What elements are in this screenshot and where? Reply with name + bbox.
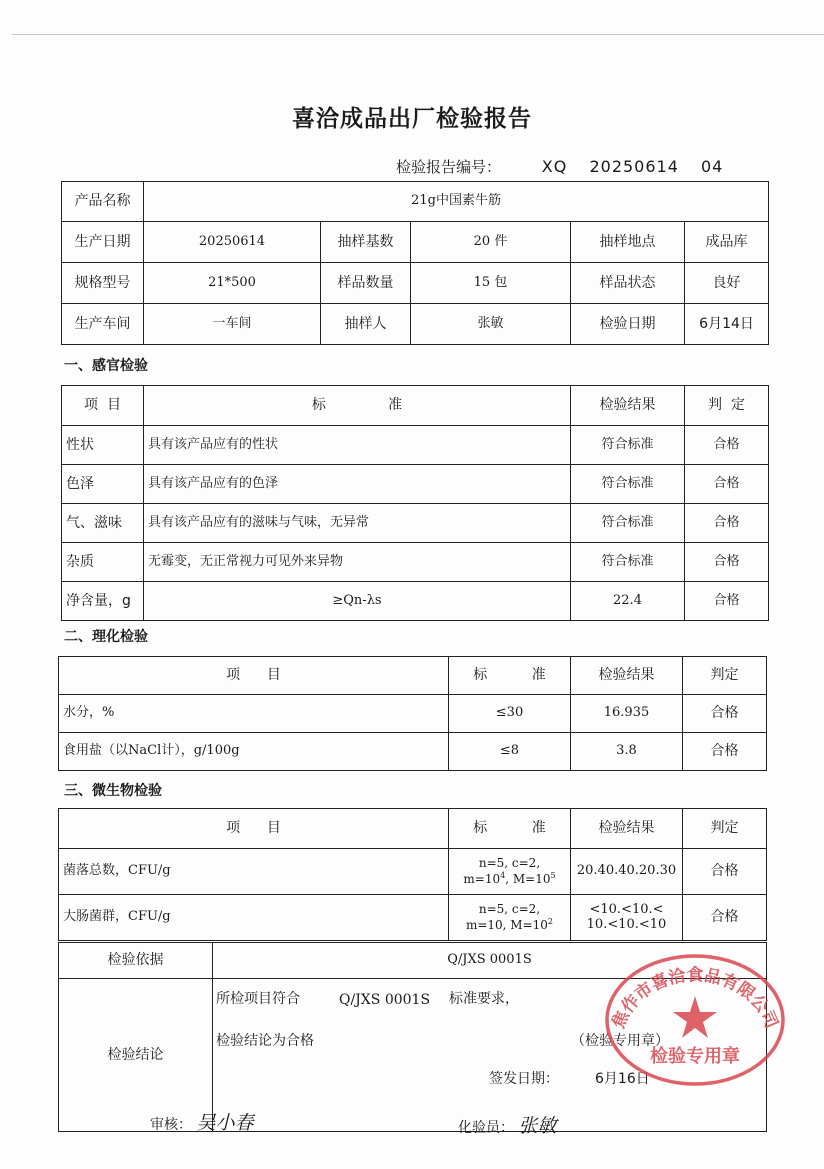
basis-value: Q/JXS 0001S bbox=[213, 943, 767, 979]
sensory-item: 净含量，g bbox=[62, 582, 144, 621]
micro-result-line1: 20.40.40.20.30 bbox=[576, 863, 677, 879]
conclusion-line1-a: 所检项目符合 bbox=[216, 991, 300, 1007]
sample-place-label: 抽样地点 bbox=[571, 222, 685, 263]
physchem-standard: ≤8 bbox=[449, 733, 571, 771]
sensory-item: 色泽 bbox=[62, 465, 144, 504]
sensory-standard: 具有该产品应有的性状 bbox=[144, 426, 571, 465]
micro-standard-line2 bbox=[453, 917, 566, 933]
product-name-value: 21g中国素牛筋 bbox=[144, 182, 769, 222]
micro-item: 大肠菌群，CFU/g bbox=[59, 895, 449, 941]
micro-standard-M: , M=10 bbox=[505, 872, 551, 886]
issue-date-value: 6月16日 bbox=[595, 1071, 650, 1087]
tester-label: 化验员： bbox=[458, 1120, 514, 1136]
sensory-result: 符合标准 bbox=[571, 465, 685, 504]
micro-result bbox=[571, 895, 683, 941]
sensory-result: 22.4 bbox=[571, 582, 685, 621]
tester bbox=[458, 1111, 556, 1138]
conclusion-line2: 检验结论为合格 bbox=[216, 1033, 314, 1049]
sensory-header-standard: 标 准 bbox=[144, 386, 571, 426]
tester-signature: 张敏 bbox=[518, 1115, 557, 1137]
physchem-result: 3.8 bbox=[571, 733, 683, 771]
spec-value: 21*500 bbox=[144, 263, 321, 304]
sensory-item: 气、滋味 bbox=[62, 504, 144, 543]
table-row bbox=[62, 504, 769, 543]
star-icon bbox=[673, 996, 717, 1038]
table-row bbox=[62, 465, 769, 504]
sensory-item: 性状 bbox=[62, 426, 144, 465]
physchem-standard: ≤30 bbox=[449, 695, 571, 733]
physchem-header-standard: 标 准 bbox=[449, 657, 571, 695]
micro-standard-M: , M=10 bbox=[502, 918, 548, 932]
physchem-header-item: 项 目 bbox=[59, 657, 449, 695]
physchem-item: 水分，% bbox=[59, 695, 449, 733]
micro-standard-line1: n=5, c=2, bbox=[478, 902, 541, 916]
sensory-header-result: 检验结果 bbox=[571, 386, 685, 426]
table-row bbox=[62, 426, 769, 465]
micro-header-standard: 标 准 bbox=[449, 809, 571, 849]
micro-standard-M-exponent: 5 bbox=[550, 871, 556, 880]
sensory-heading: 一、感官检验 bbox=[64, 358, 148, 374]
micro-result-line1: <10.<10.< bbox=[589, 901, 664, 917]
sensory-table bbox=[61, 385, 769, 621]
micro-standard-m: m=10 bbox=[463, 872, 501, 886]
reviewer bbox=[150, 1108, 253, 1135]
physchem-judgement: 合格 bbox=[683, 695, 767, 733]
sample-qty-value: 15 包 bbox=[411, 263, 571, 304]
product-name-label: 产品名称 bbox=[62, 182, 144, 222]
scan-edge-line bbox=[12, 34, 824, 35]
micro-standard-M-exponent: 2 bbox=[547, 917, 554, 926]
inspection-stamp bbox=[600, 938, 790, 1088]
stamp-org-textpath: 焦作市喜洽食品有限公司 bbox=[608, 965, 782, 1032]
micro-judgement: 合格 bbox=[683, 849, 767, 895]
reviewer-label: 审核： bbox=[150, 1117, 192, 1133]
sensory-standard: 无霉变，无正常视力可见外来异物 bbox=[144, 543, 571, 582]
sensory-result: 符合标准 bbox=[571, 426, 685, 465]
conclusion-line1-c: 标准要求， bbox=[449, 991, 519, 1007]
production-date-label: 生产日期 bbox=[62, 222, 144, 263]
sensory-standard: 具有该产品应有的滋味与气味，无异常 bbox=[144, 504, 571, 543]
micro-judgement: 合格 bbox=[683, 895, 767, 941]
sensory-standard: 具有该产品应有的色泽 bbox=[144, 465, 571, 504]
sensory-header-item: 项 目 bbox=[62, 386, 144, 426]
micro-standard-line1: n=5, c=2, bbox=[478, 856, 541, 870]
sensory-header-judgement: 判 定 bbox=[685, 386, 769, 426]
sensory-item: 杂质 bbox=[62, 543, 144, 582]
production-date-value: 20250614 bbox=[144, 222, 321, 263]
sample-state-label: 样品状态 bbox=[571, 263, 685, 304]
sensory-result: 符合标准 bbox=[571, 504, 685, 543]
report-number-date: 20250614 bbox=[589, 157, 679, 176]
micro-header-judgement: 判定 bbox=[683, 809, 767, 849]
report-number bbox=[396, 156, 723, 177]
sample-base-value: 20 件 bbox=[411, 222, 571, 263]
stamp-center-text: 检验专用章 bbox=[650, 1046, 740, 1067]
table-row bbox=[59, 895, 767, 941]
physchem-header-judgement: 判定 bbox=[683, 657, 767, 695]
sensory-judgement: 合格 bbox=[685, 582, 769, 621]
sample-qty-label: 样品数量 bbox=[321, 263, 411, 304]
micro-header-item: 项 目 bbox=[59, 809, 449, 849]
workshop-label: 生产车间 bbox=[62, 304, 144, 345]
sampler-value: 张敏 bbox=[411, 304, 571, 345]
inspection-date-value: 6月14日 bbox=[685, 304, 769, 345]
micro-item: 菌落总数，CFU/g bbox=[59, 849, 449, 895]
workshop-value: 一车间 bbox=[144, 304, 321, 345]
sample-place-value: 成品库 bbox=[685, 222, 769, 263]
micro-standard bbox=[449, 895, 571, 941]
micro-header-result: 检验结果 bbox=[571, 809, 683, 849]
physchem-judgement: 合格 bbox=[683, 733, 767, 771]
table-row bbox=[59, 849, 767, 895]
product-info-table bbox=[61, 181, 769, 345]
basis-label: 检验依据 bbox=[59, 943, 213, 979]
stamp-note: （检验专用章） bbox=[571, 1033, 669, 1049]
table-row bbox=[59, 733, 767, 771]
micro-standard-m-exponent: 4 bbox=[500, 871, 506, 880]
micro-standard-line2 bbox=[453, 871, 566, 887]
micro-standard-m: m=10 bbox=[465, 918, 503, 932]
inspection-date-label: 检验日期 bbox=[571, 304, 685, 345]
table-row bbox=[62, 582, 769, 621]
sensory-result: 符合标准 bbox=[571, 543, 685, 582]
conclusion-label: 检验结论 bbox=[59, 979, 213, 1132]
micro-table bbox=[58, 808, 767, 941]
physchem-table bbox=[58, 656, 767, 771]
sensory-judgement: 合格 bbox=[685, 543, 769, 582]
sensory-judgement: 合格 bbox=[685, 426, 769, 465]
sampler-label: 抽样人 bbox=[321, 304, 411, 345]
sensory-judgement: 合格 bbox=[685, 504, 769, 543]
sensory-standard: ≥Qn-λs bbox=[144, 582, 571, 621]
report-number-seq: 04 bbox=[700, 157, 724, 176]
table-row bbox=[59, 695, 767, 733]
physchem-heading: 二、理化检验 bbox=[64, 629, 148, 645]
micro-result-line2: 10.<10.<10 bbox=[586, 916, 667, 932]
sample-state-value: 良好 bbox=[685, 263, 769, 304]
report-number-label: 检验报告编号： bbox=[396, 158, 502, 176]
micro-standard bbox=[449, 849, 571, 895]
issue-date-label: 签发日期： bbox=[489, 1071, 559, 1087]
physchem-result: 16.935 bbox=[571, 695, 683, 733]
table-row bbox=[62, 543, 769, 582]
sensory-judgement: 合格 bbox=[685, 465, 769, 504]
micro-heading: 三、微生物检验 bbox=[64, 783, 162, 799]
physchem-header-result: 检验结果 bbox=[571, 657, 683, 695]
report-number-prefix: XQ bbox=[541, 157, 568, 176]
sample-base-label: 抽样基数 bbox=[321, 222, 411, 263]
conclusion-line1-standard: Q/JXS 0001S bbox=[339, 992, 431, 1008]
reviewer-signature: 吴小春 bbox=[196, 1112, 254, 1134]
spec-label: 规格型号 bbox=[62, 263, 144, 304]
micro-result bbox=[571, 849, 683, 895]
physchem-item: 食用盐（以NaCl计），g/100g bbox=[59, 733, 449, 771]
report-title: 喜洽成品出厂检验报告 bbox=[292, 106, 532, 132]
